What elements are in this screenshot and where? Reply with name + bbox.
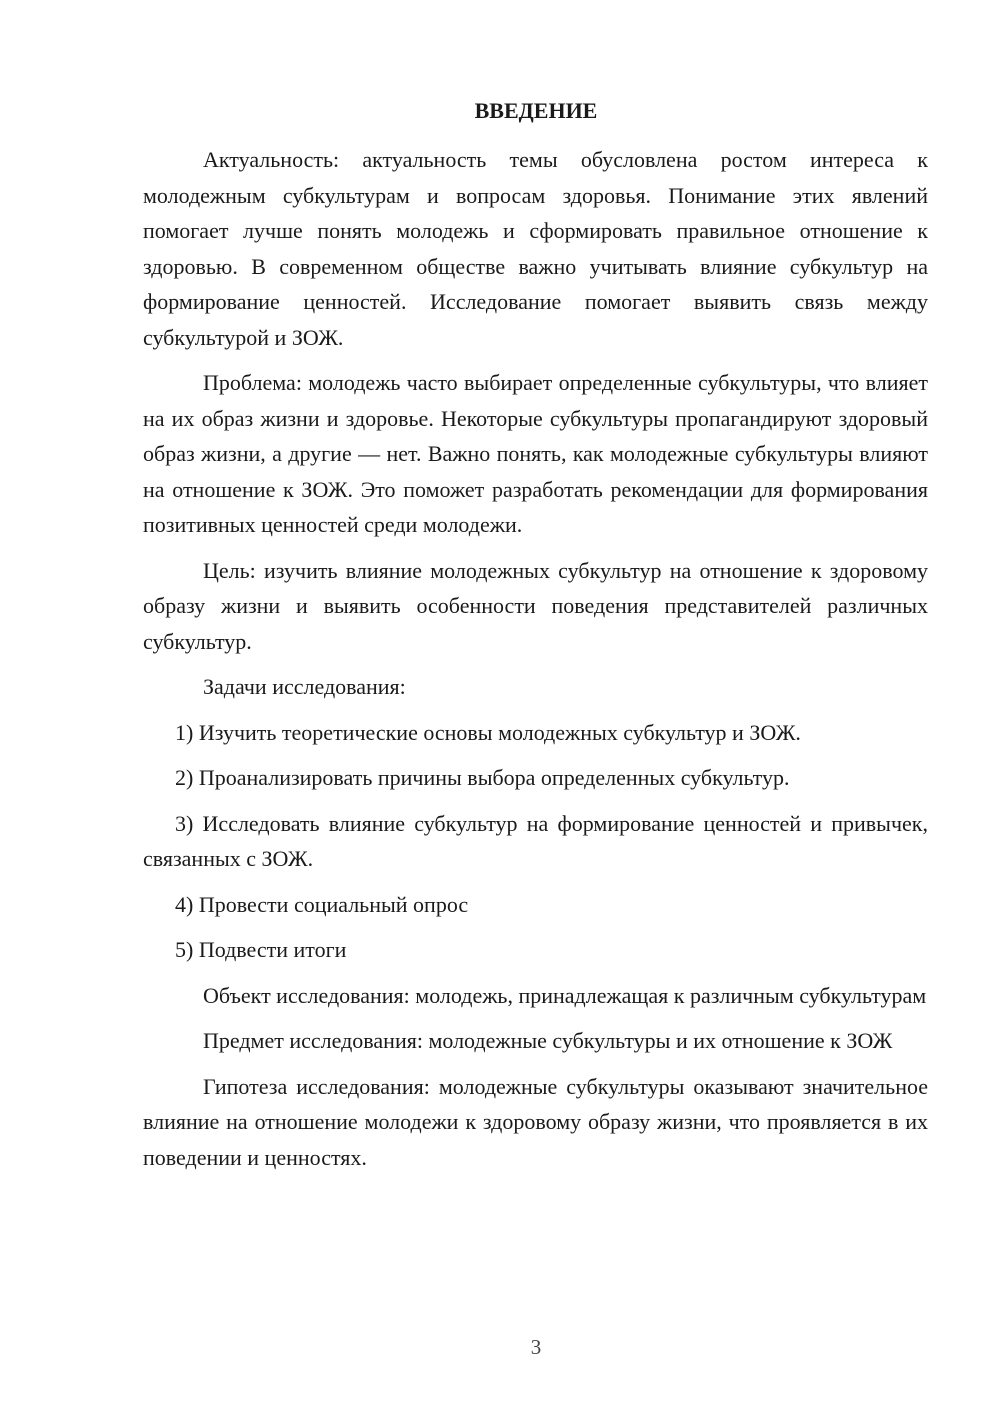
page-number: 3 [530,1335,542,1359]
document-body [143,142,928,1185]
task-item: 4) Провести социальный опрос [175,891,469,917]
task-item: 1) Изучить теоретические основы молодежных субкультур и ЗОЖ. [175,719,801,745]
task-item: 5) Подвести итоги [175,937,347,962]
research-object-paragraph: Объект исследования: молодежь, принадлежащая к различным субкультурам [203,982,927,1008]
goal-paragraph: Цель: изучить влияние молодежных субкультур на отношение к здоровому образу жизни и выявить особенности поведения представителей различных субкультур. [143,557,928,654]
research-subject-paragraph: Предмет исследования: молодежные субкультуры и их отношение к ЗОЖ [203,1028,893,1053]
task-item: 2) Проанализировать причины выбора определенных субкультур. [175,765,790,790]
section-title: ВВЕДЕНИЕ [474,98,598,123]
relevance-paragraph: Актуальность: актуальность темы обусловлена ростом интереса к молодежным субкультурам и вопросам здоровья. Понимание этих явлений помогает лучше понять молодежь и сформировать правильное отношение к здоровью. В современном обществе важно учитывать влияние субкультур на формирование ценностей. Исследование помогает выявить связь между субкультурой и ЗОЖ. [143,147,928,350]
problem-paragraph: Проблема: молодежь часто выбирает определенные субкультуры, что влияет на их образ жизни и здоровье. Некоторые субкультуры пропагандируют здоровый образ жизни, а другие — нет. Важно понять, как молодежные субкультуры влияют на отношение к ЗОЖ. Это поможет разработать рекомендации для формирования позитивных ценностей среди молодежи. [143,370,928,537]
hypothesis-paragraph: Гипотеза исследования: молодежные субкультуры оказывают значительное влияние на отношение молодежи к здоровому образу жизни, что проявляется в их поведении и ценностях. [143,1073,928,1170]
tasks-heading: Задачи исследования: [203,674,406,699]
task-item: 3) Исследовать влияние субкультур на формирование ценностей и привычек, связанных с ЗОЖ. [143,810,928,871]
